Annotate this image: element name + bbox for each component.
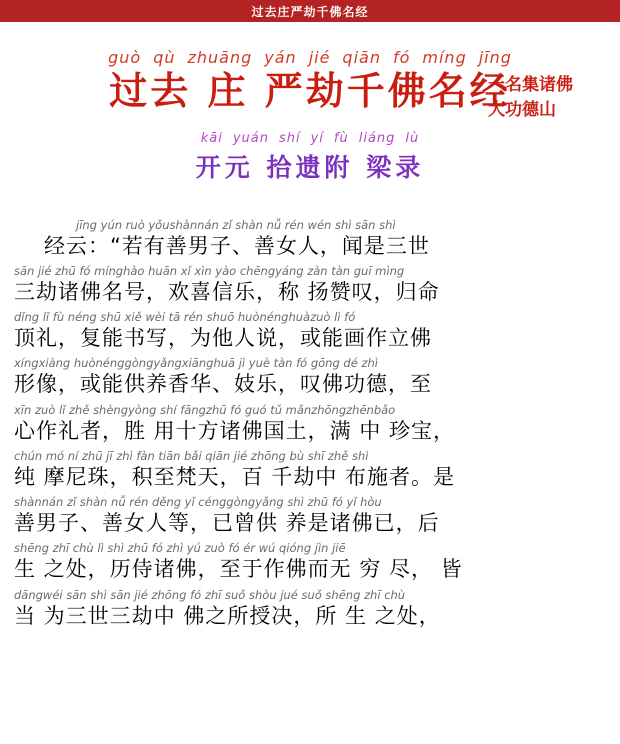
line-hanzi: 心作礼者，胜 用十方诸佛国土，满 中 珍宝， bbox=[14, 418, 456, 443]
title-pinyin-0: guò bbox=[108, 48, 142, 67]
line-pinyin: sān jié zhū fó mínghào huān xǐ xìn yào chēngyáng zàn tàn guī mìng bbox=[14, 263, 405, 278]
line-pinyin: dǐng lǐ fù néng shū xiě wèi tā rén shuō huònénghuàzuò lì fó bbox=[14, 310, 356, 325]
subtitle-pinyin-1: yuán bbox=[232, 130, 269, 146]
title-pinyin-8: jīng bbox=[478, 48, 512, 67]
line-hanzi: 经云：“若有善男子、善女人，闻是三世 bbox=[44, 233, 430, 258]
text-line bbox=[14, 588, 606, 629]
line-pinyin: shànnán zǐ shàn nǚ rén děng yǐ cénggòngyǎng shì zhū fó yǐ hòu bbox=[14, 495, 382, 510]
title-pinyin-5: qiān bbox=[342, 48, 381, 67]
line-pinyin: dāngwéi sān shì sān jié zhōng fó zhī suǒ shòu jué suǒ shēng zhī chù bbox=[14, 587, 406, 602]
line-pinyin: jīng yún ruò yǒushànnán zǐ shàn nǚ rén wén shì sān shì bbox=[76, 217, 396, 232]
window-title-bar bbox=[0, 0, 620, 22]
subtitle-pinyin-4: fù bbox=[333, 130, 349, 146]
subtitle-pinyin-6: lù bbox=[405, 130, 420, 146]
title-pinyin-4: jié bbox=[308, 48, 331, 67]
line-pinyin: xíngxiàng huònénggòngyǎngxiānghuā jì yuè tàn fó gōng dé zhì bbox=[14, 356, 378, 371]
side-note-line-1: 一名集诸佛 bbox=[488, 75, 573, 95]
title-pinyin-row bbox=[0, 48, 620, 67]
subtitle-pinyin-0: kāi bbox=[200, 130, 223, 146]
line-pinyin: xīn zuò lǐ zhě shèngyòng shí fāngzhū fó guó tǔ mǎnzhōngzhēnbǎo bbox=[14, 402, 396, 417]
subtitle-pinyin-row bbox=[0, 131, 620, 146]
line-hanzi: 三劫诸佛名号，欢喜信乐，称 扬赞叹，归命 bbox=[14, 279, 440, 304]
text-line bbox=[14, 495, 606, 536]
line-pinyin: chún mó ní zhū jī zhì fàn tiān bǎi qiān jié zhōng bù shī zhě shì bbox=[14, 448, 369, 463]
line-hanzi: 生 之处，历侍诸佛，至于作佛而无 穷 尽， 皆 bbox=[14, 557, 463, 582]
title-side-note bbox=[488, 73, 596, 122]
line-hanzi: 善男子、善女人等，已曾供 养是诸佛已，后 bbox=[14, 511, 440, 536]
line-hanzi: 当 为三世三劫中 佛之所授决，所 生 之处， bbox=[14, 603, 441, 628]
title-pinyin-7: míng bbox=[422, 48, 467, 67]
page-title: 过去 庄 严劫千佛名经 bbox=[109, 69, 511, 113]
title-pinyin-1: qù bbox=[153, 48, 176, 67]
main-title-container bbox=[0, 69, 620, 120]
line-hanzi: 纯 摩尼珠，积至梵天，百 千劫中 布施者。是 bbox=[14, 464, 456, 489]
text-line bbox=[14, 449, 606, 490]
title-pinyin-3: yán bbox=[264, 48, 297, 67]
text-line bbox=[14, 403, 606, 444]
text-line bbox=[14, 541, 606, 582]
title-pinyin-6: fó bbox=[392, 48, 411, 67]
text-line bbox=[14, 264, 606, 305]
sutra-body-text bbox=[0, 218, 620, 629]
subtitle-pinyin-2: shí bbox=[278, 130, 301, 146]
text-line bbox=[14, 356, 606, 397]
window-title: 过去庄严劫千佛名经 bbox=[251, 4, 369, 19]
line-hanzi: 形像，或能供养香华、妓乐，叹佛功德，至 bbox=[14, 372, 432, 397]
line-pinyin: shēng zhī chù lì shì zhū fó zhì yú zuò fó ér wú qióng jìn jiē bbox=[14, 541, 346, 556]
text-line bbox=[14, 218, 606, 259]
title-pinyin-2: zhuāng bbox=[187, 48, 253, 67]
line-hanzi: 顶礼，复能书写，为他人说，或能画作立佛 bbox=[14, 326, 432, 351]
text-line bbox=[14, 310, 606, 351]
subtitle-pinyin-3: yí bbox=[310, 130, 324, 146]
document-heading bbox=[0, 22, 620, 184]
page-subtitle: 开元 拾遗附 梁录 bbox=[195, 152, 425, 182]
subtitle-pinyin-5: liáng bbox=[358, 130, 396, 146]
side-note-line-2: 大功德山 bbox=[488, 99, 556, 120]
